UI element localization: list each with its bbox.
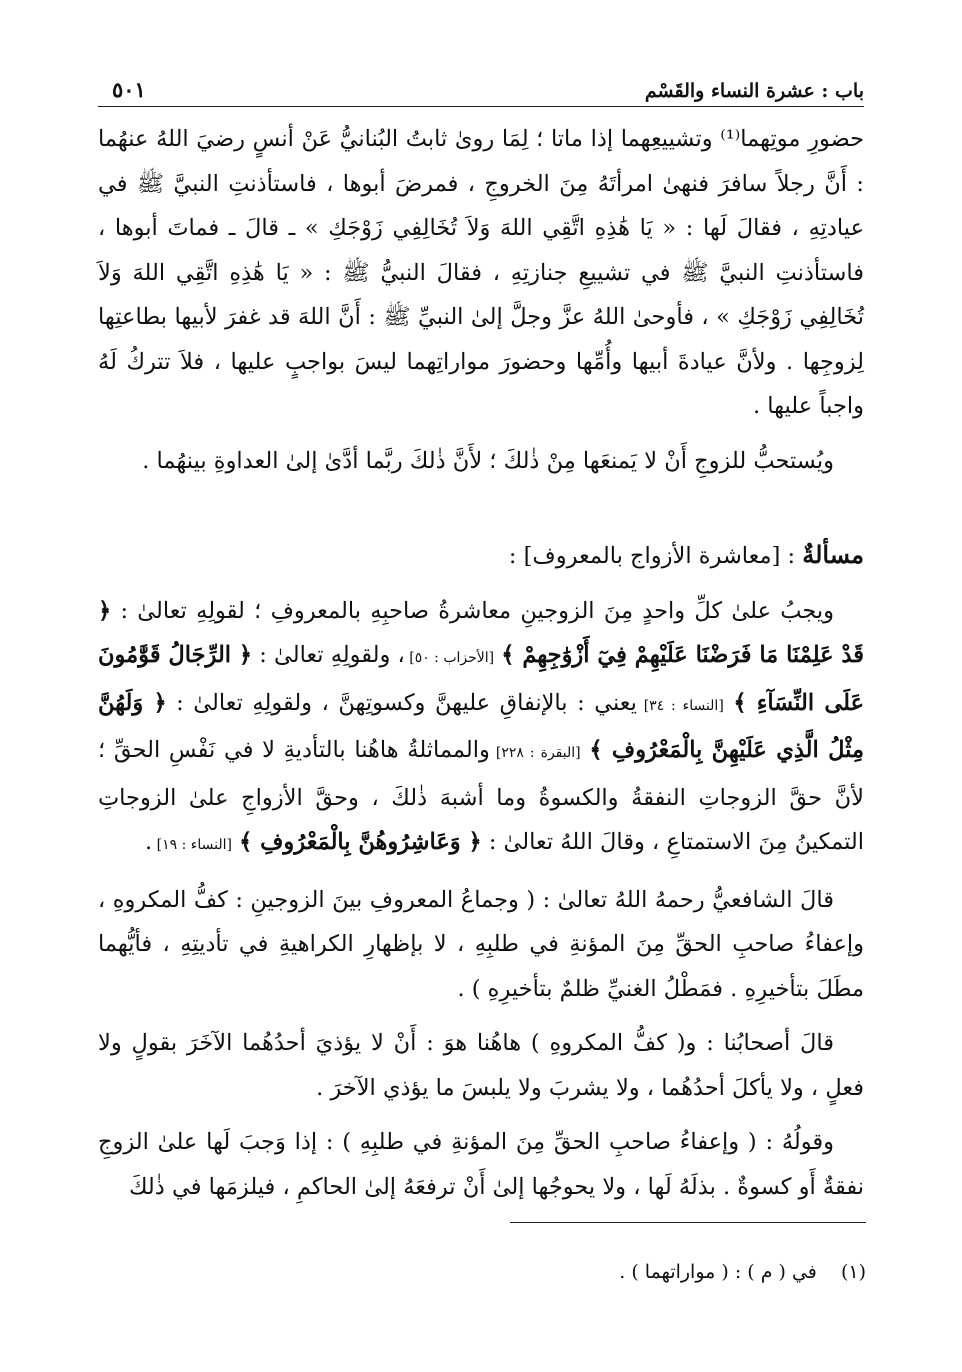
- text-segment: ، ولقولِهِ تعالىٰ :: [252, 642, 405, 668]
- verse-reference: [البقرة : ٢٢٨]: [489, 745, 581, 761]
- paragraph-3: [98, 589, 864, 868]
- quran-verse: ﴿ وَلَهُنَّ مِثْلُ الَّذِي عَلَيْهِنَّ بِالْمَعْرُوفِ ﴾: [98, 689, 865, 763]
- page-number: ٥٠١: [112, 77, 146, 102]
- quran-verse: ﴿ الرِّجَالُ قَوَّٰمُونَ عَلَى النِّسَآءِ ﴾: [98, 642, 864, 716]
- quran-verse: ﴿ وَعَاشِرُوهُنَّ بِالْمَعْرُوفِ ﴾: [239, 829, 482, 855]
- footnote: [96, 1258, 866, 1286]
- masala-title: : [معاشرة الأزواج بالمعروف] :: [508, 543, 803, 569]
- verse-reference: [النساء : ٣٤]: [636, 697, 724, 714]
- masala-label: مسألةٌ: [802, 540, 864, 569]
- verse-reference: [النساء : ١٩]: [152, 837, 232, 853]
- text-segment: يعني : بالإنفاقِ عليهنَّ وكسوتِهنَّ ، ولقولِهِ تعالىٰ :: [166, 689, 637, 716]
- footnote-marker: (١): [840, 1261, 866, 1283]
- chapter-title: باب : عشرة النساء والقَسْم: [644, 80, 864, 102]
- running-header: [98, 72, 864, 107]
- verse-reference: [الأحزاب : ٥٠]: [404, 650, 495, 666]
- text-segment: .: [145, 829, 153, 855]
- text-segment: ويجبُ علىٰ كلِّ واحدٍ مِنَ الزوجينِ معاشرةُ صاحبِهِ بالمعروفِ ؛ لقولِهِ تعالىٰ :: [111, 597, 834, 624]
- paragraph-2: ويُستحبُّ للزوجِ أَنْ لا يَمنعَها مِنْ ذٰلكَ ؛ لأَنَّ ذٰلكَ ربَّما أدَّىٰ إلىٰ العداوةِ بينهُما .: [142, 447, 834, 474]
- footnote-text: في ( م ) : ( مواراتهما ) .: [619, 1261, 817, 1283]
- main-text: [98, 117, 864, 1209]
- text-segment: والمماثلةُ هاهُنا بالتأديةِ لا في نَفْسِ الحقِّ ؛ لأنَّ حقَّ الزوجاتِ النفقةُ والكسوةُ وما أشبهَ ذٰلكَ ، وحقَّ الأزواجِ علىٰ الزوجاتِ التمكينُ مِنَ الاستمتاعِ ، وقالَ اللهُ تعالىٰ :: [98, 737, 864, 855]
- paragraph-1: حضورِ موتِهما⁽¹⁾ وتشييعِهما إذا ماتا ؛ لِمَا روىٰ ثابتُ البُنانيُّ عَنْ أنسٍ رضيَ اللهُ عنهُما : أَنَّ رجلاً سافرَ فنهىٰ امرأتَهُ مِنَ الخروجِ ، فمرضَ أبوها ، فاستأذنتِ النبيَّ ﷺ في عيادتِهِ ، فقالَ لَها : « يَا هَٰذِهِ اتَّقِي اللهَ وَلاَ تُخَالِفِي زَوْجَكِ » ـ قالَ ـ فماتَ أبوها ، فاستأذنتِ النبيَّ ﷺ في تشييعِ جنازتِهِ ، فقالَ النبيُّ ﷺ : « يَا هَٰذِهِ اتَّقِي اللهَ وَلاَ تُخَالِفِي زَوْجَكِ » ، فأوحىٰ اللهُ عزَّ وجلَّ إلىٰ النبيِّ ﷺ : أَنَّ اللهَ قد غفرَ لأبيها بطاعتِها لِزوجِها . ولأنَّ عيادةَ أبيها وأُمِّها وحضورَ مواراتِهما ليسَ بواجبٍ عليها ، فلاَ تتركُ لَهُ واجباً عليها .: [98, 126, 864, 419]
- quran-verse: ﴿ قَدْ عَلِمْنَا مَا فَرَضْنَا عَلَيْهِمْ فِيٓ أَزْوَٰجِهِمْ ﴾: [98, 597, 864, 668]
- masala-heading: [98, 533, 864, 579]
- paragraph-6: وقولُهُ : ( وإعفاءُ صاحبِ الحقِّ مِنَ المؤنةِ في طلبِهِ ) : إذا وَجبَ لَها علىٰ الزوجِ نفقةٌ أَو كسوةٌ . بذلَهُ لَها ، ولا يحوجُها إلىٰ أَنْ ترفعَهُ إلىٰ الحاكمِ ، فيلزمَها في ذٰلكَ: [98, 1129, 864, 1200]
- paragraph-4: قالَ الشافعيُّ رحمهُ اللهُ تعالىٰ : ( وجماعُ المعروفِ بينَ الزوجينِ : كفُّ المكروهِ ، وإعفاءُ صاحبِ الحقِّ مِنَ المؤنةِ في طلبِهِ ، لا بإظهارِ الكراهيةِ في تأديتِهِ ، فأيُّهما مطَلَ بتأخيرِهِ . فمَطْلُ الغنيِّ ظلمٌ بتأخيرِهِ ) .: [98, 886, 864, 1002]
- paragraph-5: قالَ أصحابُنا : و( كفُّ المكروهِ ) هاهُنا هوَ : أَنْ لا يؤذيَ أحدُهُما الآخَرَ بقولٍ ولا فعلٍ ، ولا يأكلَ أحدُهُما ، ولا يشربَ ولا يلبسَ ما يؤذي الآخرَ .: [98, 1030, 864, 1101]
- footnote-divider: [510, 1222, 866, 1223]
